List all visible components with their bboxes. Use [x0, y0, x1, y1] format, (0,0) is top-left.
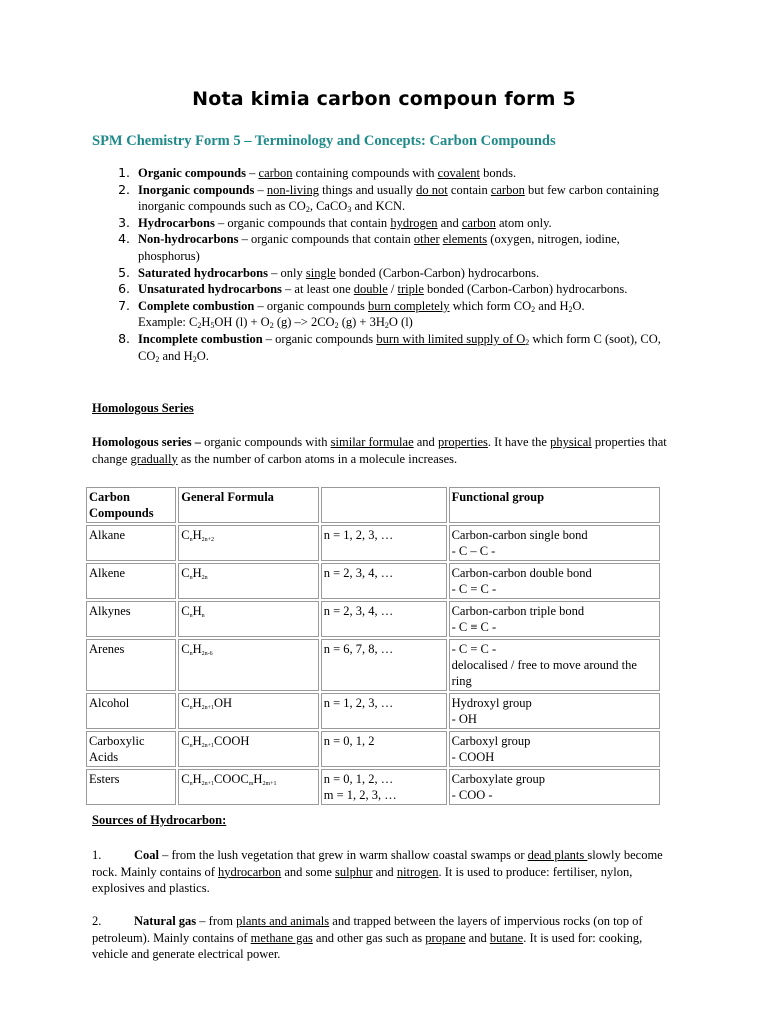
subscript: n — [189, 705, 193, 711]
n-range-line: n = 1, 2, 3, … — [323, 528, 394, 542]
list-number: 1. — [92, 848, 102, 862]
text: slowly become rock. Mainly contains of — [92, 848, 663, 879]
n-range-line: m = 1, 2, 3, … — [323, 788, 397, 802]
terminology-list — [110, 165, 670, 364]
underlined-word: burn completely — [367, 298, 450, 313]
cell-n-range — [321, 693, 447, 729]
subscript: 2n+1 — [201, 781, 214, 787]
table-row — [86, 731, 660, 767]
table-row — [86, 693, 660, 729]
text: H — [201, 315, 211, 330]
dash: – — [238, 232, 251, 247]
table-row — [86, 525, 660, 561]
underlined-word: triple — [397, 282, 424, 297]
subscript: 5 — [210, 321, 215, 331]
functional-group-line: - C ≡ C - — [451, 620, 497, 634]
list-number: 6. — [118, 281, 130, 297]
text: and other gas such as — [312, 930, 426, 945]
underlined-word: carbon — [490, 182, 525, 197]
subscript: n — [189, 575, 193, 581]
text: bonded (Carbon-Carbon) hydrocarbons. — [423, 282, 628, 297]
cell-formula — [178, 693, 318, 729]
text: and — [465, 930, 490, 945]
text: and — [413, 435, 438, 449]
term-name: Hydrocarbons — [138, 215, 215, 230]
term-name: Saturated hydrocarbons — [138, 265, 268, 280]
homologous-series-heading: Homologous Series — [92, 401, 194, 415]
cell-n-range — [321, 769, 447, 805]
subscript: n — [189, 743, 193, 749]
formula-part: H — [192, 734, 202, 748]
list-number: 3. — [118, 214, 130, 230]
cell-compound: Alkene — [86, 563, 176, 599]
dash: – — [254, 298, 267, 313]
dash: – — [254, 182, 267, 197]
text: which form CO — [449, 298, 532, 313]
cell-functional-group — [449, 731, 660, 767]
underlined-word: plants and animals — [236, 914, 330, 928]
formula-part: H — [192, 604, 202, 618]
functional-group-line: - C – C - — [451, 544, 496, 558]
cell-n-range — [321, 601, 447, 637]
subscript: n — [189, 537, 193, 543]
cell-n-range — [321, 563, 447, 599]
functional-group-line: - OH — [451, 712, 477, 726]
term-name: Natural gas — [134, 914, 197, 928]
homologous-series-table — [84, 485, 662, 807]
dash: – — [214, 215, 228, 230]
text: (g) + 3H — [338, 315, 385, 330]
text: contain — [447, 182, 491, 197]
functional-group-line: Carbon-carbon double bond — [451, 566, 592, 580]
list-item — [110, 182, 670, 215]
subscript: n — [189, 613, 193, 619]
list-number: 8. — [118, 330, 130, 346]
dash: – — [159, 848, 172, 862]
text: and — [372, 864, 397, 879]
cell-formula — [178, 601, 318, 637]
functional-group-line: Carboxylate group — [451, 772, 545, 786]
subscript: 2n — [201, 575, 208, 581]
text: organic compounds — [275, 331, 377, 346]
text: only — [280, 265, 306, 280]
n-range-line: n = 2, 3, 4, … — [323, 566, 394, 580]
underlined-word: hydrocarbon — [218, 864, 282, 879]
text: . It is used for: cooking, vehicle and generate electrical power. — [92, 930, 643, 962]
list-number: 4. — [118, 231, 130, 247]
text: (oxygen, nitrogen, iodine, phosphorus) — [138, 232, 620, 263]
list-number: 1. — [118, 165, 130, 180]
text: at least one — [294, 282, 354, 297]
text: but few carbon containing inorganic compounds such as CO — [138, 182, 659, 214]
column-header-functional-group: Functional group — [449, 487, 660, 523]
text: . It have the — [487, 435, 551, 449]
text: / — [387, 282, 398, 297]
dash: – — [262, 331, 276, 346]
formula-part: C — [181, 528, 190, 542]
text: properties that change — [92, 435, 667, 466]
underlined-word: double — [353, 282, 388, 297]
term-name: Organic compounds — [138, 166, 247, 180]
cell-compound: Arenes — [86, 639, 176, 691]
cell-formula — [178, 639, 318, 691]
term-name: Incomplete combustion — [138, 331, 263, 346]
underlined-word: dead plants — [527, 848, 588, 862]
text: organic compounds with — [201, 435, 331, 449]
n-range-line: n = 0, 1, 2 — [323, 734, 375, 748]
subscript: 2n+2 — [201, 537, 214, 543]
list-item — [110, 165, 670, 182]
cell-formula — [178, 731, 318, 767]
list-item — [110, 331, 670, 364]
term-name: Coal — [134, 848, 159, 862]
list-item — [110, 215, 670, 232]
formula-part: H — [253, 772, 263, 786]
list-number: 2. — [92, 914, 102, 928]
underlined-word: carbon — [461, 215, 496, 230]
text: (g) –> 2CO — [273, 315, 335, 330]
cell-functional-group — [449, 601, 660, 637]
functional-group-line: Carbon-carbon single bond — [451, 528, 588, 542]
table-row — [86, 769, 660, 805]
subscript: 2 — [155, 354, 160, 364]
text: and H — [159, 348, 193, 363]
subscript: 2 — [269, 321, 274, 331]
underlined-word: non-living — [266, 182, 319, 197]
subscript: 2 — [192, 354, 197, 364]
n-range-line: n = 0, 1, 2, … — [323, 772, 394, 786]
cell-functional-group — [449, 693, 660, 729]
underlined-word: covalent — [437, 166, 480, 180]
text: burn with limited supply of O — [376, 331, 526, 346]
cell-formula — [178, 563, 318, 599]
document-title: Nota kimia carbon compoun form 5 — [192, 88, 576, 110]
text: O. — [572, 298, 585, 313]
table-header-row — [86, 487, 660, 523]
subscript: n — [201, 613, 205, 619]
list-item — [110, 265, 670, 282]
n-range-line: n = 6, 7, 8, … — [323, 642, 394, 656]
cell-functional-group — [449, 563, 660, 599]
text: which form C (soot), CO, CO — [138, 331, 661, 363]
table-row — [86, 563, 660, 599]
text: containing compounds with — [292, 166, 438, 180]
cell-formula — [178, 525, 318, 561]
functional-group-line: - C = C - — [451, 642, 497, 656]
table-row — [86, 639, 660, 691]
text: and KCN. — [351, 199, 406, 214]
text: from the lush vegetation that grew in warm shallow coastal swamps or — [171, 848, 528, 862]
list-item — [110, 281, 670, 298]
underlined-word: properties — [437, 435, 488, 449]
text: , CaCO — [309, 199, 348, 214]
table-row — [86, 601, 660, 637]
formula-part: H — [192, 566, 202, 580]
text: and some — [281, 864, 335, 879]
text: O (l) — [388, 315, 413, 330]
formula-part: H — [192, 772, 202, 786]
text: and — [437, 215, 462, 230]
cell-compound: Alkane — [86, 525, 176, 561]
list-item — [110, 231, 670, 264]
cell-n-range — [321, 525, 447, 561]
formula-part: C — [181, 772, 190, 786]
formula-part: C — [181, 604, 190, 618]
formula-part: C — [181, 642, 190, 656]
subscript: 2m+1 — [262, 781, 277, 787]
text: Example: C — [138, 315, 198, 330]
cell-functional-group — [449, 525, 660, 561]
underlined-word — [376, 332, 529, 346]
subscript: n — [189, 781, 193, 787]
text: things and usually — [318, 182, 417, 197]
text: as the number of carbon atoms in a molecule increases. — [177, 451, 458, 466]
term-name: Homologous series – — [92, 435, 202, 449]
formula-part: C — [181, 696, 190, 710]
subscript: n — [189, 651, 193, 657]
formula-part: H — [192, 696, 202, 710]
subscript: 2n+1 — [201, 743, 214, 749]
cell-n-range — [321, 731, 447, 767]
term-name: Unsaturated hydrocarbons — [138, 282, 282, 297]
column-header-n — [321, 487, 447, 523]
functional-group-line: Carboxyl group — [451, 734, 531, 748]
text: bonds. — [480, 166, 517, 180]
text: . It is used to produce: fertiliser, nylon, explosives and plastics. — [92, 864, 633, 896]
cell-compound: Alcohol — [86, 693, 176, 729]
functional-group-line: - COOH — [451, 750, 495, 764]
list-item — [110, 298, 670, 331]
cell-functional-group — [449, 769, 660, 805]
text: OH (l) + O — [214, 315, 270, 330]
formula-part: OH — [214, 696, 233, 710]
text: from — [208, 914, 237, 928]
cell-n-range — [321, 639, 447, 691]
n-range-line: n = 1, 2, 3, … — [323, 696, 394, 710]
subscript: 2 — [305, 205, 310, 215]
source-item-natural-gas — [92, 913, 672, 963]
cell-compound: Carboxylic Acids — [86, 731, 176, 767]
subscript: 2 — [197, 321, 202, 331]
table-body — [86, 525, 660, 805]
subscript: 2 — [384, 321, 389, 331]
underlined-word: elements — [442, 232, 488, 247]
term-name: Inorganic compounds — [138, 182, 255, 197]
n-range-line: n = 2, 3, 4, … — [323, 604, 394, 618]
formula-part: H — [192, 528, 202, 542]
section-heading: SPM Chemistry Form 5 – Terminology and Concepts: Carbon Compounds — [92, 133, 556, 149]
column-header-compound: Carbon Compounds — [86, 487, 176, 523]
subscript: 2n+1 — [201, 705, 214, 711]
column-header-formula: General Formula — [178, 487, 318, 523]
underlined-word: nitrogen — [396, 864, 439, 879]
underlined-word: do not — [416, 182, 448, 197]
functional-group-line: - COO - — [451, 788, 493, 802]
text: organic compounds — [266, 298, 368, 313]
term-name: Non-hydrocarbons — [138, 232, 239, 247]
formula-part: COOC — [214, 772, 249, 786]
formula-part: C — [181, 566, 190, 580]
formula-part: H — [192, 642, 202, 656]
list-number: 7. — [118, 297, 130, 313]
underlined-word: gradually — [130, 451, 178, 466]
sources-heading: Sources of Hydrocarbon: — [92, 813, 227, 827]
example-equation — [138, 315, 413, 329]
underlined-word: other — [413, 232, 440, 247]
text: bonded (Carbon-Carbon) hydrocarbons. — [335, 265, 540, 280]
functional-group-line: Carbon-carbon triple bond — [451, 604, 585, 618]
dash: – — [196, 914, 209, 928]
underlined-word: methane gas — [250, 930, 313, 945]
cell-compound: Alkynes — [86, 601, 176, 637]
cell-formula — [178, 769, 318, 805]
subscript: 2 — [334, 321, 339, 331]
functional-group-line: Hydroxyl group — [451, 696, 532, 710]
underlined-word: butane — [489, 930, 524, 945]
subscript: 2 — [525, 337, 530, 347]
underlined-word: single — [305, 265, 336, 280]
homologous-series-paragraph — [92, 434, 672, 467]
text: and trapped between the layers of impervious rocks (on top of petroleum). Mainly contains of — [92, 914, 643, 945]
term-name: Complete combustion — [138, 298, 255, 313]
functional-group-line: delocalised / free to move around the ring — [451, 658, 637, 688]
text: and H — [535, 298, 569, 313]
subscript: m — [248, 781, 254, 787]
dash: – — [268, 265, 281, 280]
underlined-word: propane — [425, 930, 466, 945]
subscript: 2n-6 — [201, 651, 213, 657]
dash: – — [246, 166, 259, 180]
subscript: 3 — [347, 205, 352, 215]
underlined-word: physical — [550, 435, 592, 449]
text: organic compounds that contain — [250, 232, 414, 247]
functional-group-line: - C = C - — [451, 582, 497, 596]
list-number: 5. — [118, 264, 130, 280]
formula-part: C — [181, 734, 190, 748]
cell-functional-group — [449, 639, 660, 691]
underlined-word: sulphur — [335, 864, 373, 879]
text: atom only. — [495, 215, 552, 230]
list-number: 2. — [118, 181, 130, 197]
text: O. — [196, 348, 209, 363]
subscript: 2 — [531, 304, 536, 314]
dash: – — [281, 282, 295, 297]
underlined-word: carbon — [258, 166, 293, 180]
formula-part: COOH — [214, 734, 250, 748]
cell-compound: Esters — [86, 769, 176, 805]
text: organic compounds that contain — [227, 215, 391, 230]
underlined-word: similar formulae — [330, 435, 414, 449]
subscript: 2 — [568, 304, 573, 314]
source-item-coal — [92, 847, 672, 897]
underlined-word: hydrogen — [390, 215, 438, 230]
